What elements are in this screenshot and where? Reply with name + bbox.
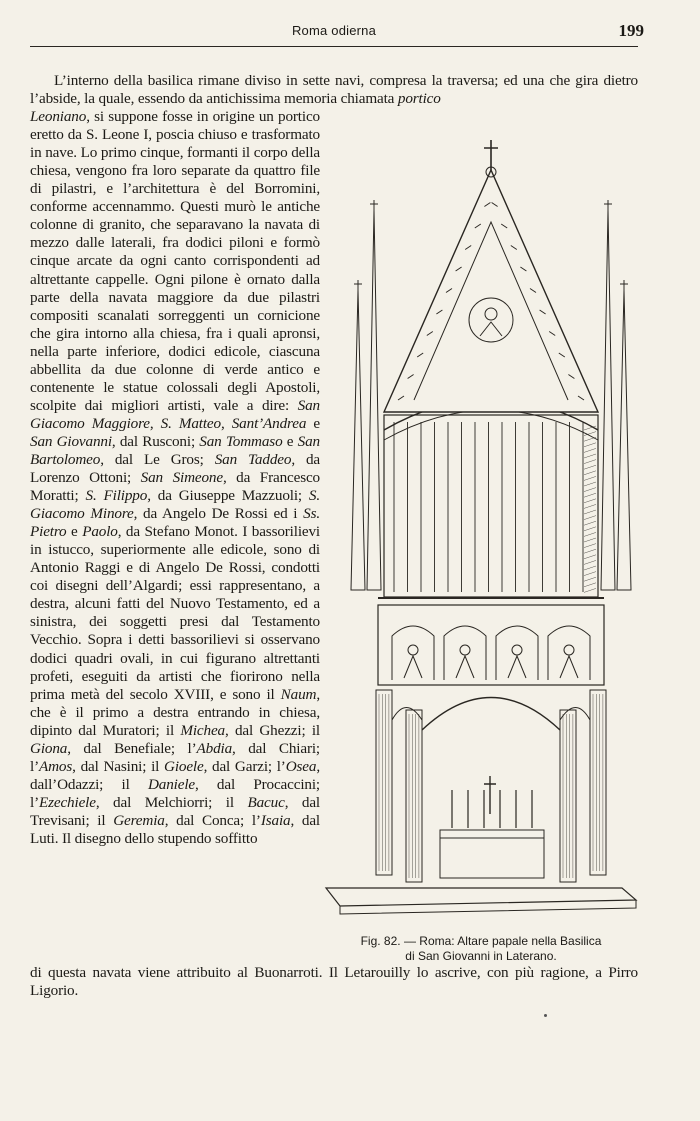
altar-table	[440, 830, 544, 878]
figure-caption	[322, 934, 640, 964]
side-spire	[617, 290, 631, 590]
caption-line-1: Fig. 82. — Roma: Altare papale nella Basilica	[360, 934, 602, 948]
altar-cross	[484, 776, 496, 814]
running-text: e	[66, 523, 83, 541]
running-text: , da Giuseppe Mazzuoli;	[147, 487, 309, 505]
apostle-name: San Taddeo	[214, 450, 292, 468]
figure-papal-altar	[322, 130, 640, 930]
finial-cross	[484, 140, 498, 170]
portico-term: Leoniano	[30, 108, 87, 126]
apostle-name: San Simeone	[140, 469, 223, 487]
altar-column	[590, 690, 606, 875]
intro-text: L’interno della basilica rimane diviso in sette navi, compresa la traversa; ed una che gira dietro l’abside, la quale, essendo da antichissima memoria chiamata	[30, 72, 638, 108]
spire-cross	[620, 280, 628, 290]
prophet-name: Ezechiele	[38, 793, 96, 811]
apostle-name: San Tommaso	[199, 432, 283, 450]
prophet-name: Michea	[180, 721, 225, 739]
running-text: , da Lorenzo Ottoni;	[30, 450, 320, 487]
prophet-name: Geremia	[113, 811, 165, 829]
spire-cross	[354, 280, 362, 290]
apostle-name: San Giacomo Maggiore	[30, 396, 320, 432]
apostle-list	[30, 397, 320, 703]
running-text: , da Francesco Moratti;	[30, 469, 320, 505]
running-text: ,	[149, 414, 161, 432]
spire-cross	[370, 200, 378, 210]
side-spire	[601, 210, 615, 590]
prophet-name: Naum	[280, 685, 317, 703]
prophet-name: Giona	[30, 739, 68, 757]
apostle-name: S. Filippo	[85, 487, 148, 505]
prophet-name: Gioele	[164, 757, 204, 775]
running-text: , dal Conca; l’	[164, 811, 261, 829]
spire-cross	[604, 200, 612, 210]
page-number: 199	[618, 21, 644, 40]
apostle-name: San Bartolomeo	[30, 432, 320, 468]
side-spire	[367, 210, 381, 590]
running-text: , dal Trevisani; il	[30, 793, 320, 829]
prophet-name: Daniele	[147, 775, 195, 793]
prophet-name: Isaia	[260, 811, 291, 829]
prophet-name: Abdia	[196, 739, 233, 757]
running-text: , dal Rusconi;	[111, 432, 200, 450]
altar-column	[376, 690, 392, 875]
altar-base	[326, 888, 636, 906]
apostle-name: S. Giacomo Minore	[30, 487, 321, 523]
apostle-name: San Giovanni	[30, 432, 112, 450]
page-header	[30, 20, 644, 47]
page-speck	[544, 1014, 547, 1017]
prophet-name: Amos	[38, 757, 73, 775]
prophet-name: Bacuc	[247, 793, 285, 811]
running-text: ,	[220, 414, 232, 432]
papal-altar-engraving	[322, 130, 640, 930]
upper-cage	[384, 415, 598, 597]
altar-column	[406, 710, 422, 882]
lower-arch	[422, 698, 560, 731]
prophet-name: Osea	[285, 757, 317, 775]
apostle-name: Ss. Pietro	[30, 505, 320, 541]
running-text: , dal Garzi; l’	[203, 757, 286, 775]
altar-column	[560, 710, 576, 882]
running-text: , dall’Odazzi; il	[30, 757, 320, 793]
running-text: , da Angelo De Rossi ed i	[133, 505, 304, 523]
running-text: , dal Ghezzi; il	[224, 721, 320, 739]
side-spire	[351, 290, 365, 590]
apostle-name: S. Matteo	[160, 414, 221, 432]
prophet-list	[30, 686, 320, 847]
body-column	[30, 108, 320, 848]
running-text: , dal Chiari; l’	[30, 739, 320, 775]
intro-paragraph	[30, 72, 638, 108]
apostle-name: Sant’Andrea	[231, 414, 307, 432]
intro-continuation: , si suppone fosse in origine un portico eretto da S. Leone I, poscia chiuso e trasformato in nave. Lo primo cinque, formanti il corpo della chiesa, vengono fra loro separate da quattro file di pilastri, e l’architettura è del Borromini, conforme accennammo. Questi murò le antiche colonne di granito, che separavano la navata di mezzo dalle laterali, fra dodici piloni e formò cinque arcate da ogni canto corrispondenti ad altrettante cappelle. Ogni pilone è ornato dalla parte della navata maggiore da due pilastri compositi scanalati sorreggenti un cornicione che gira intorno alla chiesa, fra i quali apronsi, nella parte inferiore, dodici edicole, ciascuna abbellita da due colonne di verde antico e contenente le statue colossali degli Apostoli, scolpite dai migliori artisti, vale a dire:	[30, 108, 320, 414]
gable	[384, 170, 598, 412]
apostle-name: Paolo	[82, 523, 118, 541]
running-title: Roma odierna	[291, 23, 377, 38]
running-text: , dal Procaccini; l’	[30, 775, 320, 811]
running-text: , dal Benefiale; l’	[67, 739, 197, 757]
closing-paragraph: di questa navata viene attribuito al Buonarroti. Il Letarouilly lo ascrive, con più ragione, a Pirro Ligorio.	[30, 964, 638, 1000]
portico-term-part: portico	[397, 90, 441, 108]
running-text: e	[306, 414, 320, 432]
running-text: e	[282, 432, 298, 450]
running-text: , dal Luti. Il disegno dello stupendo soffitto	[30, 811, 320, 847]
caption-line-2: di San Giovanni in Laterano.	[405, 949, 557, 963]
running-text: , dal Melchiorri; il	[95, 793, 248, 811]
running-text: , da Stefano Monot. I bassorilievi in istucco, superiormente alle edicole, sono di Antonio Raggi e di Angelo De Rossi, condotti coi disegni dell’Algardi; essi rappresentano, a destra, alcuni fatti del Nuovo Testamento, ed a sinistra, dei soggetti presi dal Testamento Vecchio. Sopra i detti bassorilievi si osservano dodici quadri ovali, in cui figurano altrettanti profeti, eseguiti da artisti che fiorirono nella prima metà del secolo XVIII, e sono il	[30, 523, 320, 703]
running-text: , che è il primo a destra entrando in chiesa, dipinto dal Muratori; il	[30, 685, 320, 739]
running-text: , dal Le Gros;	[100, 450, 215, 468]
running-text: , dal Nasini; il	[72, 757, 164, 775]
